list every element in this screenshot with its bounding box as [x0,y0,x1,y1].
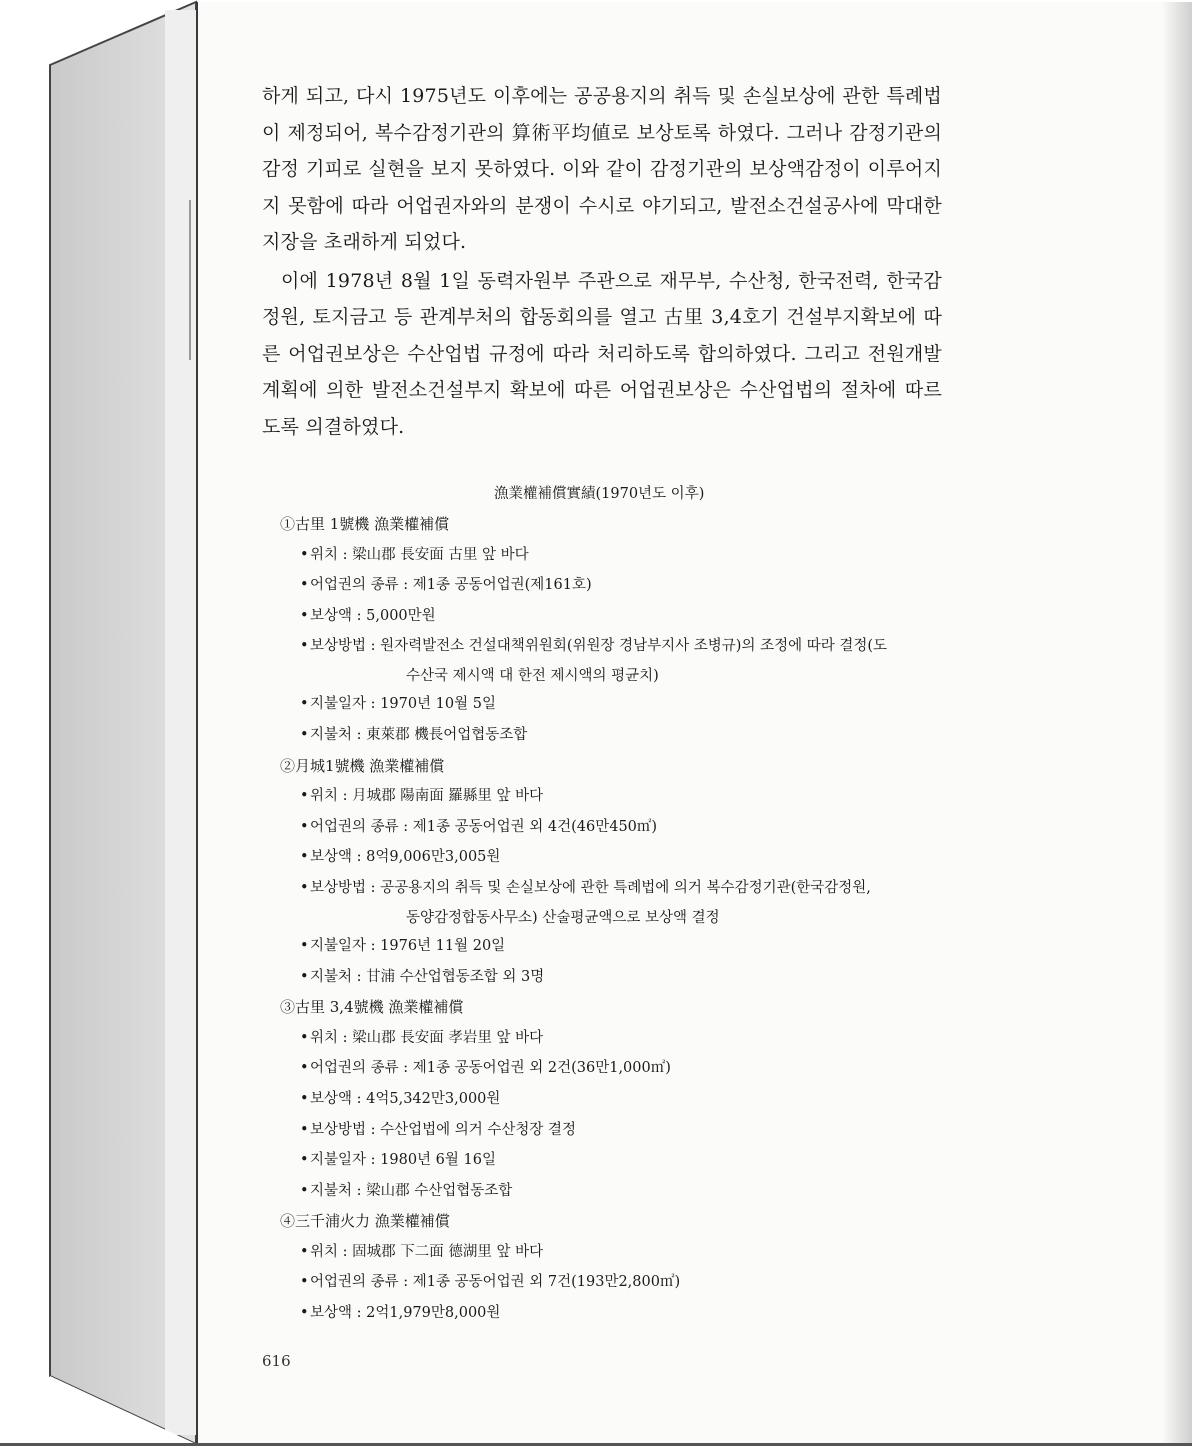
list-item: • 보상방법 : 원자력발전소 건설대책위원회(위원장 경남부지사 조병규)의 조정에 따라 결정(도 수산국 제시액 대 한전 제시액의 평균치) [300,638,887,685]
list-item: • 보상액 : 4억5,342만3,000원 [300,1090,501,1107]
list-item: • 지불일자 : 1976년 11월 20일 [300,937,506,954]
list-item: • 어업권의 종류 : 제1종 공동어업권(제161호) [300,577,592,594]
list-item: • 보상액 : 2억1,979만8,000원 [300,1305,501,1322]
list-item: • 지불처 : 東萊郡 機長어업협동조합 [300,726,528,743]
book-edge [0,0,200,1446]
compensation-list [280,510,920,1330]
list-item: • 위치 : 梁山郡 長安面 孝岩里 앞 바다 [300,1029,544,1046]
section-heading: ③古里 3,4號機 漁業權補償 [280,998,464,1017]
list-item: • 위치 : 固城郡 下二面 德湖里 앞 바다 [300,1243,544,1260]
list-item: • 보상액 : 5,000만원 [300,607,436,624]
list-item: • 위치 : 月城郡 陽南面 羅縣里 앞 바다 [300,788,544,805]
list-item: • 지불일자 : 1970년 10월 5일 [300,696,496,713]
list-item: • 어업권의 종류 : 제1종 공동어업권 외 4건(46만450㎡) [300,818,658,835]
section-heading: ②月城1號機 漁業權補償 [280,756,445,775]
table-title: 漁業權補償實績(1970년도 이후) [494,486,705,502]
list-item: • 위치 : 梁山郡 長安面 古里 앞 바다 [300,546,529,563]
page-number: 616 [262,1352,291,1370]
list-item: • 지불처 : 甘浦 수산업협동조합 외 3명 [300,968,545,985]
section-heading: ①古里 1號機 漁業權補償 [280,515,450,533]
list-item: • 보상액 : 8억9,006만3,005원 [300,849,501,866]
paragraph-1: 하게 되고, 다시 1975년도 이후에는 공공용지의 취득 및 손실보상에 관한 특례법이 제정되어, 복수감정기관의 算術平均値로 보상토록 하였다. 그러나 감정기관의 감정 기피로 실현을 보지 못하였다. 이와 같이 감정기관의 보상액감정이 이루어지지 못함에 따라 어업권자와의 분쟁이 수시로 야기되고, 발전소건설공사에 막대한 지장을 초래하게 되었다. [262,85,942,253]
list-item: • 지불일자 : 1980년 6월 16일 [300,1152,496,1169]
list-item: • 지불처 : 梁山郡 수산업협동조합 [300,1182,513,1199]
list-item: • 보상방법 : 공공용지의 취득 및 손실보상에 관한 특례법에 의거 복수감정기관(한국감정원, 동양감정합동사무소) 산술평균액으로 보상액 결정 [300,879,871,926]
body-text [262,78,942,445]
paragraph-2: 이에 1978년 8월 1일 동력자원부 주관으로 재무부, 수산청, 한국전력, 한국감정원, 토지금고 등 관계부처의 합동회의를 열고 古里 3,4호기 건설부지확보에 따른 어업권보상은 수산업법 규정에 따라 처리하도록 합의하였다. 그리고 전원개발계획에 의한 발전소건설부지 확보에 따른 어업권보상은 수산업법의 절차에 따르도록 의결하였다. [262,269,942,438]
list-item: • 어업권의 종류 : 제1종 공동어업권 외 2건(36만1,000㎡) [300,1060,671,1077]
list-item: • 어업권의 종류 : 제1종 공동어업권 외 7건(193만2,800㎡) [300,1274,681,1291]
list-item: • 보상방법 : 수산업법에 의거 수산청장 결정 [300,1121,577,1138]
section-heading: ④三千浦火力 漁業權補償 [280,1212,450,1231]
page-shade [1162,2,1192,1444]
